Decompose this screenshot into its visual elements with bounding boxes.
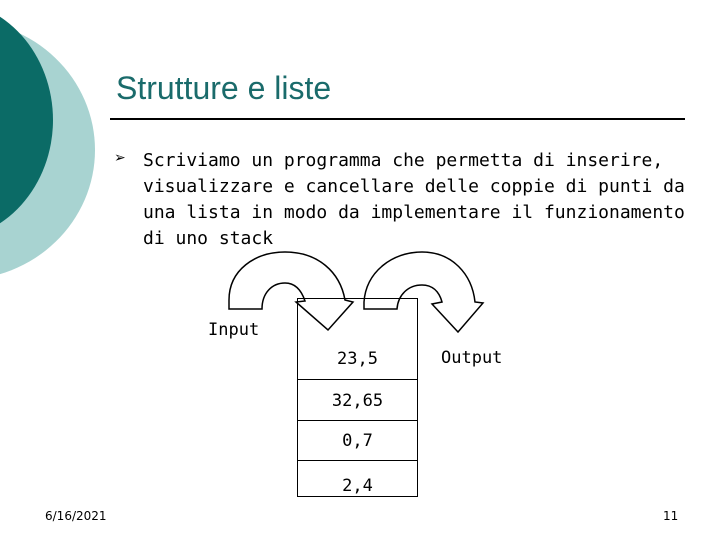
arrowhead-bullet-icon: ➢ [114,150,126,166]
input-label: Input [208,320,260,340]
stack-divider [298,420,417,421]
stack-divider [298,379,417,380]
stack-item: 0,7 [342,431,373,451]
footer-date: 6/16/2021 [45,509,107,523]
bullet-text: Scriviamo un programma che permetta di inserire, visualizzare e cancellare delle coppie di punti da una lista in modo da implementare il funzionamento di uno stack [143,150,685,249]
stack-item: 23,5 [337,349,378,369]
output-label: Output [441,348,503,368]
stack-divider [298,460,417,461]
slide-title: Strutture e liste [116,70,332,106]
page-number: 11 [663,509,679,523]
stack-item: 2,4 [342,476,373,496]
stack-box [297,298,418,497]
stack-item: 32,65 [331,391,384,411]
